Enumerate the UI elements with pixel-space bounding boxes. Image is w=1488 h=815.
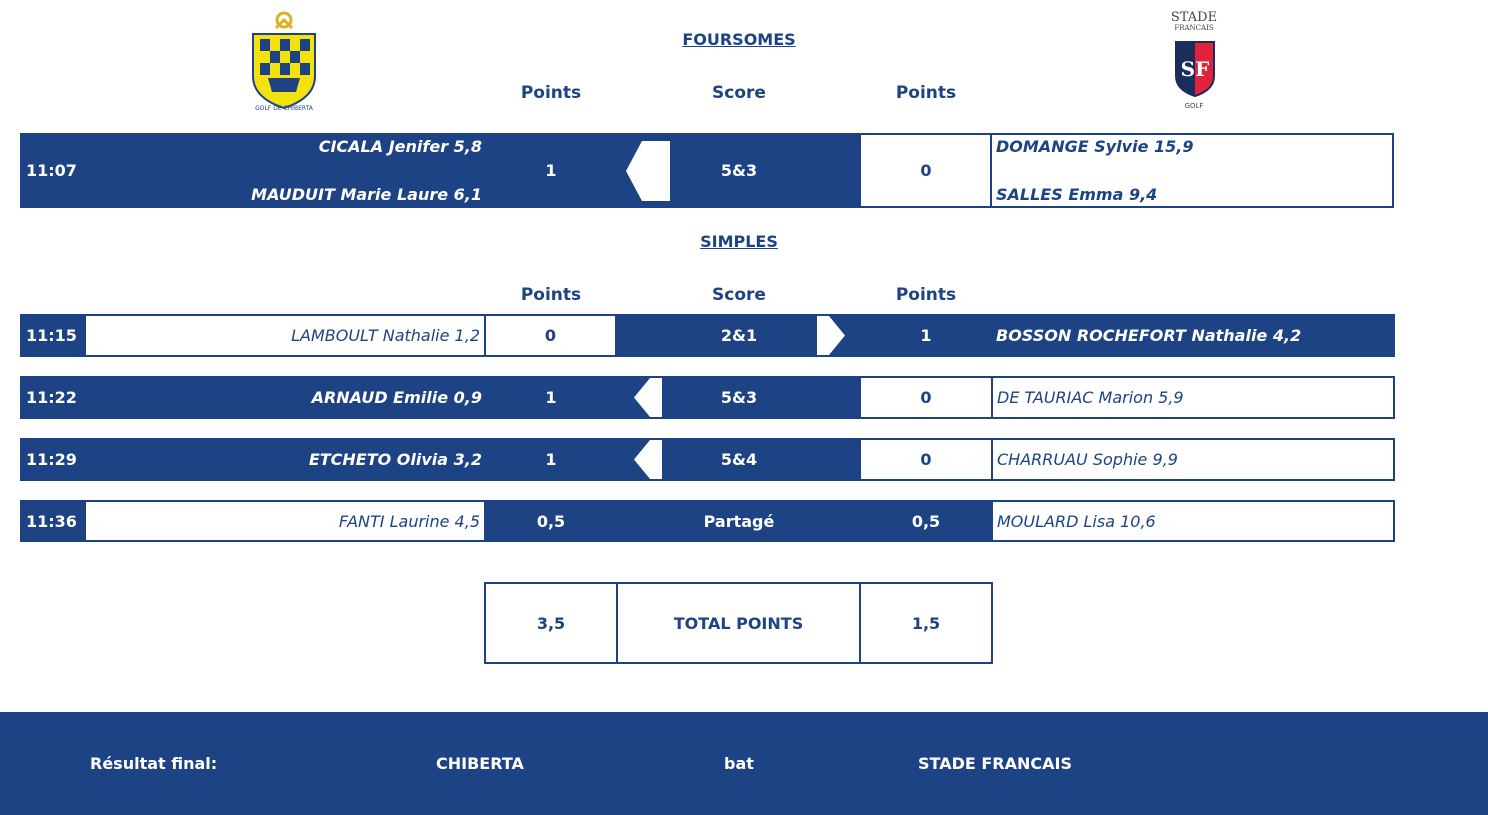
foursomes-left-player-2: MAUDUIT Marie Laure 6,1 xyxy=(251,185,482,204)
total-right-points: 1,5 xyxy=(859,582,993,664)
simples-points-right-header: Points xyxy=(895,285,957,305)
simples-row-4-left-points: 0,5 xyxy=(536,511,566,531)
simples-row-3-left-points: 1 xyxy=(545,450,557,469)
total-left-points: 3,5 xyxy=(484,582,618,664)
simples-row-1-left-points: 0 xyxy=(484,314,617,357)
foursomes-right-player-2: SALLES Emma 9,4 xyxy=(996,185,1158,204)
simples-row-2-left-player: ARNAUD Emilie 0,9 xyxy=(311,388,482,407)
knot-icon xyxy=(276,13,292,28)
final-result-loser: STADE FRANCAIS xyxy=(918,754,1072,773)
simples-row-3-left-player: ETCHETO Olivia 3,2 xyxy=(308,450,482,469)
foursomes-title: FOURSOMES xyxy=(682,30,796,49)
simples-row-3-score: 5&4 xyxy=(720,450,758,469)
winner-arrow-left-icon xyxy=(634,378,662,417)
foursomes-right-player-1: DOMANGE Sylvie 15,9 xyxy=(996,137,1194,156)
chiberta-logo-text: GOLF DE CHIBERTA xyxy=(255,105,313,112)
total-label: TOTAL POINTS xyxy=(616,582,861,664)
winner-arrow-left-icon xyxy=(626,141,670,201)
foursomes-left-player-1: CICALA Jenifer 5,8 xyxy=(318,137,482,156)
simples-row-4-left-player: FANTI Laurine 4,5 xyxy=(84,500,486,542)
simples-row-2-right-points: 0 xyxy=(859,376,993,419)
simples-row-2-left-points: 1 xyxy=(545,388,557,407)
simples-row-4-right-points: 0,5 xyxy=(911,511,941,531)
foursomes-score-header: Score xyxy=(712,83,766,103)
simples-row-2-right-player: DE TAURIAC Marion 5,9 xyxy=(991,376,1395,419)
foursomes-points-left-header: Points xyxy=(520,83,582,103)
foursomes-time: 11:07 xyxy=(26,161,77,180)
stade-logo-letters: SF xyxy=(1180,57,1210,81)
final-result-label: Résultat final: xyxy=(90,754,218,773)
simples-row-4-score: Partagé xyxy=(703,511,775,531)
simples-points-left-header: Points xyxy=(520,285,582,305)
chiberta-logo xyxy=(240,6,330,116)
simples-row-1-score: 2&1 xyxy=(720,326,758,345)
simples-row-2-time: 11:22 xyxy=(26,388,77,407)
simples-row-3-right-player: CHARRUAU Sophie 9,9 xyxy=(991,438,1395,481)
simples-row-3-right-points: 0 xyxy=(859,438,993,481)
foursomes-right-points: 0 xyxy=(920,161,932,180)
simples-row-3-time: 11:29 xyxy=(26,450,77,469)
foursomes-points-right-header: Points xyxy=(895,83,957,103)
stade-francais-logo xyxy=(1160,10,1230,115)
winner-arrow-right-icon xyxy=(817,316,845,355)
simples-row-4-right-player: MOULARD Lisa 10,6 xyxy=(991,500,1395,542)
simples-score-header: Score xyxy=(712,285,766,305)
stade-logo-sub: FRANCAIS xyxy=(1174,24,1214,32)
stade-logo-top: STADE xyxy=(1170,10,1218,25)
simples-row-2-score: 5&3 xyxy=(720,388,758,407)
winner-arrow-left-icon xyxy=(634,440,662,479)
simples-row-1-time: 11:15 xyxy=(26,326,77,345)
simples-row-4-time: 11:36 xyxy=(26,511,77,531)
simples-title: SIMPLES xyxy=(700,232,778,251)
final-result-bar xyxy=(0,712,1488,815)
final-result-winner: CHIBERTA xyxy=(436,754,524,773)
foursomes-score: 5&3 xyxy=(720,161,758,180)
foursomes-left-points: 1 xyxy=(545,161,557,180)
stade-logo-bottom: GOLF xyxy=(1184,102,1204,110)
final-result-verb: bat xyxy=(724,754,754,773)
simples-row-1-right-points: 1 xyxy=(920,326,932,345)
simples-row-1-right-player: BOSSON ROCHEFORT Nathalie 4,2 xyxy=(996,326,1302,345)
simples-row-1-left-player: LAMBOULT Nathalie 1,2 xyxy=(84,314,486,357)
